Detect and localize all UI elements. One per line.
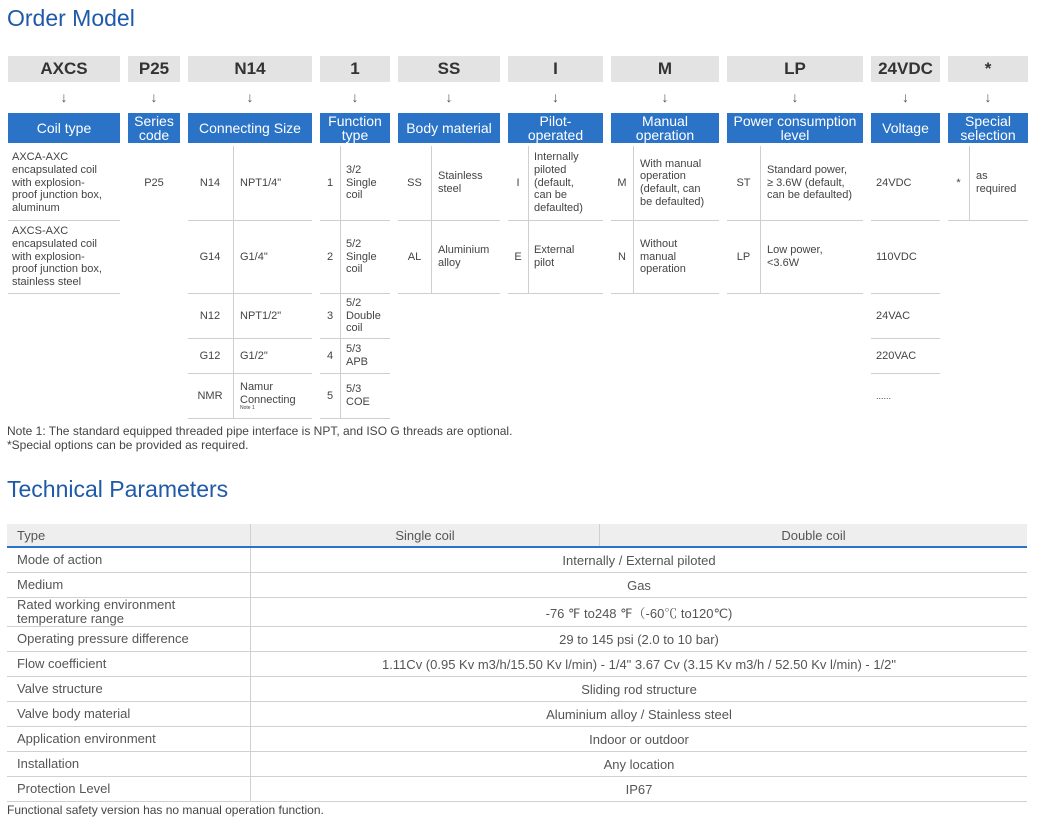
row-label: [17, 598, 175, 626]
manual-desc: [640, 148, 719, 218]
body-code: SS: [407, 176, 422, 189]
cell-line: With manual: [640, 157, 702, 170]
table-row: [7, 548, 1027, 573]
conn-code: NMR: [197, 389, 223, 402]
cell-line: <3.6W: [767, 257, 800, 269]
row-label: Installation: [17, 756, 80, 772]
code-special: *: [948, 56, 1028, 82]
code-n14: N14: [188, 56, 312, 82]
arrow-down-icon: ↓: [984, 89, 992, 105]
conn-desc: NPT1/2": [240, 309, 282, 322]
conn-code: N12: [199, 309, 221, 322]
header-text: Manual: [642, 113, 688, 129]
cell-line: AXCS-AXC: [12, 225, 69, 238]
cell-line: Single: [346, 176, 377, 189]
header-coil-type: Coil type: [8, 113, 120, 143]
row-value: Any location: [603, 756, 675, 772]
header-power-level: [727, 113, 863, 143]
table-row: [7, 752, 1027, 777]
conn-code: G12: [199, 349, 221, 362]
table-row: [7, 652, 1027, 677]
header-special-selection: [948, 113, 1028, 143]
func-desc: [346, 222, 390, 292]
header-text: type: [341, 127, 369, 143]
arrow-down-icon: ↓: [791, 89, 799, 105]
row-label: Valve structure: [17, 681, 103, 697]
table-row: [7, 777, 1027, 802]
cell-line: with explosion-: [12, 250, 85, 263]
cell-line: operation: [640, 263, 686, 276]
conn-code: G14: [199, 250, 221, 263]
func-code: 5: [326, 389, 334, 402]
cell-line: be defaulted): [640, 195, 705, 208]
cell-line: Standard power,: [767, 164, 848, 177]
table-row: [7, 677, 1027, 702]
row-label: Mode of action: [17, 552, 103, 568]
power-desc: [767, 148, 863, 218]
cell-line: coil: [346, 322, 363, 335]
cell-line: alloy: [438, 257, 461, 269]
code-i: I: [508, 56, 603, 82]
body-desc: [438, 222, 500, 292]
code-axcs: AXCS: [8, 56, 120, 82]
code-p25: P25: [128, 56, 180, 82]
func-code: 3: [326, 309, 334, 322]
arrow-down-icon: ↓: [661, 89, 669, 105]
func-desc: [346, 295, 390, 337]
arrow-down-icon: ↓: [246, 89, 254, 105]
code-function: 1: [320, 56, 390, 82]
row-value: Gas: [627, 577, 651, 593]
cell-line: piloted: [534, 164, 567, 177]
header-single-coil: Single coil: [395, 527, 455, 543]
conn-code: N14: [199, 176, 221, 189]
header-series-code: [128, 113, 180, 143]
conn-desc: NPT1/4": [240, 176, 282, 189]
cell-line: required: [976, 183, 1017, 195]
row-label: Protection Level: [17, 781, 111, 797]
header-pilot-operated: [508, 113, 603, 143]
cell-line: External: [534, 244, 575, 257]
body-code: AL: [407, 250, 422, 263]
order-note-2: *Special options can be provided as required.: [7, 438, 249, 452]
technical-footnote: Functional safety version has no manual operation function.: [7, 803, 324, 817]
coil-type-stainless: [12, 222, 120, 292]
pilot-desc: [534, 148, 603, 218]
cell-line: proof junction box,: [12, 189, 102, 202]
header-text: Series: [134, 113, 174, 129]
func-code: 4: [326, 349, 334, 362]
header-text: selection: [960, 127, 1016, 143]
row-label: Flow coefficient: [17, 656, 107, 672]
header-manual-operation: [611, 113, 719, 143]
header-function-type: [320, 113, 390, 143]
cell-line: Double: [346, 309, 381, 322]
row-value: Aluminium alloy / Stainless steel: [546, 706, 732, 722]
header-text: Special: [965, 113, 1011, 129]
cell-line: 5/2: [346, 297, 362, 310]
label-line: temperature range: [17, 611, 124, 626]
header-text: operated: [527, 127, 584, 143]
cell-line: 5/2: [346, 238, 362, 251]
arrow-down-icon: ↓: [150, 89, 158, 105]
pilot-desc: [534, 222, 603, 292]
code-m: M: [611, 56, 719, 82]
cell-line: 5/3: [346, 383, 362, 396]
code-lp: LP: [727, 56, 863, 82]
arrow-down-icon: ↓: [552, 89, 559, 105]
arrow-down-icon: ↓: [351, 89, 359, 105]
cell-line: Without: [640, 238, 678, 251]
order-model-title: Order Model: [7, 5, 135, 31]
manual-desc: [640, 222, 719, 292]
cell-line: manual: [640, 250, 677, 263]
code-ss: SS: [398, 56, 500, 82]
header-text: level: [780, 127, 810, 143]
special-code: *: [956, 176, 961, 189]
arrow-down-icon: ↓: [445, 89, 453, 105]
cell-line: as: [976, 170, 988, 183]
cell-line: (default,: [534, 176, 574, 189]
cell-line: encapsulated coil: [12, 238, 98, 251]
cell-line: can be defaulted): [767, 189, 853, 202]
header-body-material: Body material: [398, 113, 500, 143]
cell-line: operation: [640, 170, 686, 183]
cell-line: can be: [534, 189, 568, 202]
cell-line: with explosion-: [12, 176, 85, 189]
header-text: operation: [635, 127, 695, 143]
cell-line: 5/3: [346, 343, 362, 356]
cell-line: ≥ 3.6W (default,: [767, 176, 845, 189]
header-text: Pilot-: [539, 113, 572, 129]
row-value: 1.11Cv (0.95 Kv m3/h/15.50 Kv l/min) - 1/4" 3.67 Cv (3.15 Kv m3/h / 52.50 Kv l/min) - 1/2": [381, 656, 897, 672]
cell-line: pilot: [534, 257, 555, 269]
special-desc: [976, 148, 1028, 218]
func-code: 2: [326, 250, 334, 263]
series-code-value: P25: [144, 176, 164, 189]
table-row: [7, 702, 1027, 727]
pilot-code: I: [516, 176, 520, 189]
row-label: Operating pressure difference: [17, 631, 189, 647]
cell-line: defaulted): [534, 201, 583, 214]
header-connecting-size: Connecting Size: [188, 113, 312, 143]
cell-line: 3/2: [346, 164, 362, 177]
row-value: -76 ℉ to248 ℉（-60℃ to120℃): [545, 605, 733, 621]
note-ref: Note 1: [240, 405, 255, 412]
coil-type-aluminum: [12, 148, 120, 218]
pilot-code: E: [514, 250, 522, 263]
cell-line: AXCA-AXC: [12, 151, 69, 164]
cell-line: Aluminium: [438, 244, 490, 257]
header-text: Function: [328, 113, 382, 129]
func-desc: [346, 375, 390, 417]
conn-desc-namur: [240, 375, 312, 417]
cell-line: Connecting: [240, 393, 296, 406]
power-code: ST: [736, 176, 751, 189]
voltage-value: 24VAC: [876, 309, 911, 322]
conn-desc: G1/4": [240, 250, 268, 263]
table-row: [7, 573, 1027, 598]
voltage-value: 110VDC: [876, 250, 917, 263]
label-line: Rated working environment: [17, 597, 176, 613]
cell-line: APB: [346, 356, 369, 368]
body-desc: [438, 148, 500, 218]
arrow-down-icon: ↓: [60, 89, 68, 105]
power-desc: [767, 222, 863, 292]
header-text: Power consumption: [733, 113, 857, 129]
func-code: 1: [326, 176, 334, 189]
cell-line: Low power,: [767, 244, 823, 257]
table-header: [7, 524, 1027, 548]
table-row: [7, 598, 1027, 627]
power-code: LP: [736, 250, 751, 263]
cell-line: Internally: [534, 151, 579, 164]
manual-code: M: [617, 176, 627, 189]
cell-line: Stainless: [438, 170, 483, 183]
conn-desc: G1/2": [240, 349, 268, 362]
cell-line: encapsulated coil: [12, 164, 98, 177]
row-value: Indoor or outdoor: [589, 731, 689, 747]
header-type: Type: [17, 528, 46, 544]
row-label: Medium: [17, 577, 64, 593]
header-double-coil: Double coil: [781, 527, 846, 543]
cell-line: Single: [346, 250, 377, 263]
manual-code: N: [618, 250, 626, 263]
cell-line: proof junction box,: [12, 263, 102, 276]
row-value: IP67: [625, 781, 653, 797]
technical-table: [7, 524, 1027, 802]
code-24vdc: 24VDC: [871, 56, 940, 82]
table-row: [7, 627, 1027, 652]
header-text: code: [138, 127, 170, 143]
cell-line: coil: [346, 189, 363, 202]
voltage-value: 24VDC: [876, 176, 912, 189]
order-note-1: Note 1: The standard equipped threaded pipe interface is NPT, and ISO G threads are optional.: [7, 424, 513, 438]
cell-line: stainless steel: [12, 275, 82, 288]
row-label: Valve body material: [17, 706, 131, 722]
row-value: 29 to 145 psi (2.0 to 10 bar): [559, 631, 719, 647]
row-label: Application environment: [17, 731, 156, 747]
table-row: [7, 727, 1027, 752]
cell-line: aluminum: [12, 201, 60, 214]
func-desc: [346, 340, 390, 372]
header-voltage: Voltage: [871, 113, 940, 143]
cell-line: coil: [346, 263, 363, 276]
cell-line: steel: [438, 183, 462, 195]
technical-parameters-title: Technical Parameters: [7, 476, 229, 502]
arrow-down-icon: ↓: [902, 89, 909, 105]
row-value: Internally / External piloted: [562, 552, 716, 568]
cell-line: (default, can: [640, 183, 701, 195]
row-value: Sliding rod structure: [581, 681, 697, 697]
voltage-value: ......: [876, 390, 892, 401]
cell-line: Namur: [240, 380, 274, 393]
voltage-value: 220VAC: [876, 349, 917, 362]
cell-line: COE: [346, 396, 370, 408]
func-desc: [346, 148, 390, 218]
